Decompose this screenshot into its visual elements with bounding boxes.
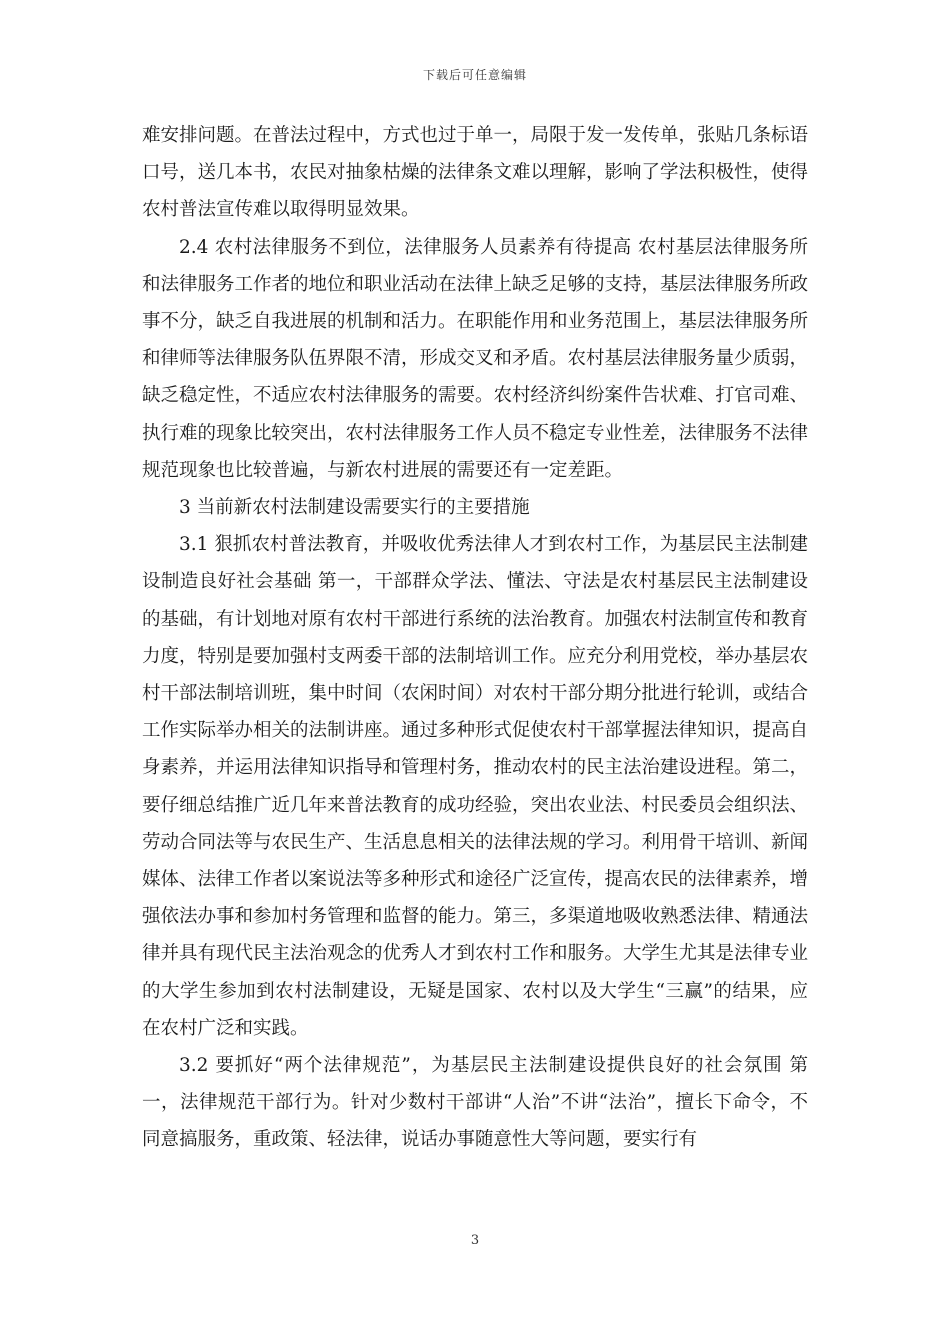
paragraph-section-3-1: 3.1 狠抓农村普法教育，并吸收优秀法律人才到农村工作，为基层民主法制建设制造良好社会基础 第一，干部群众学法、懂法、守法是农村基层民主法制建设的基础，有计划地对原有农村干部进行系统的法治教育。加强农村法制宣传和教育力度，特别是要加强村支两委干部的法制培训工作。应充分利用党校，举办基层农村干部法制培训班，集中时间（农闲时间）对农村干部分期分批进行轮训，或结合工作实际举办相关的法制讲座。通过多种形式促使农村干部掌握法律知识，提高自身素养，并运用法律知识指导和管理村务，推动农村的民主法治建设进程。第二，要仔细总结推广近几年来普法教育的成功经验，突出农业法、村民委员会组织法、劳动合同法等与农民生产、生活息息相关的法律法规的学习。利用骨干培训、新闻媒体、法律工作者以案说法等多种形式和途径广泛宣传，提高农民的法律素养，增强依法办事和参加村务管理和监督的能力。第三，多渠道地吸收熟悉法律、精通法律并具有现代民主法治观念的优秀人才到农村工作和服务。大学生尤其是法律专业的大学生参加到农村法制建设，无疑是国家、农村以及大学生“三赢”的结果，应在农村广泛和实践。 xyxy=(142,534,809,1039)
page-header: 下载后可任意编辑 xyxy=(422,68,527,82)
paragraph-section-2-4: 2.4 农村法律服务不到位，法律服务人员素养有待提高 农村基层法律服务所和法律服务工作者的地位和职业活动在法律上缺乏足够的支持，基层法律服务所政事不分，缺乏自我进展的机制和活力。在职能作用和业务范围上，基层法律服务所和律师等法律服务队伍界限不清，形成交叉和矛盾。农村基层法律服务量少质弱，缺乏稳定性，不适应农村法律服务的需要。农村经济纠纷案件告状难、打官司难、执行难的现象比较突出，农村法律服务工作人员不稳定专业性差，法律服务不法律规范现象也比较普遍，与新农村进展的需要还有一定差距。 xyxy=(142,236,809,481)
document-body xyxy=(142,117,808,1159)
section-heading-3: 3 当前新农村法制建设需要实行的主要措施 xyxy=(179,497,530,519)
paragraph-section-3-2: 3.2 要抓好“两个法律规范”，为基层民主法制建设提供良好的社会氛围 第一，法律规范干部行为。针对少数村干部讲“人治”不讲“法治”，擅长下命令，不同意搞服务，重政策、轻法律，说话办事随意性大等问题，要实行有 xyxy=(142,1055,808,1151)
paragraph-continuation: 难安排问题。在普法过程中，方式也过于单一，局限于发一发传单，张贴几条标语口号，送几本书，农民对抽象枯燥的法律条文难以理解，影响了学法积极性，使得农村普法宣传难以取得明显效果。 xyxy=(142,125,809,221)
page-number: 3 xyxy=(470,1233,480,1248)
